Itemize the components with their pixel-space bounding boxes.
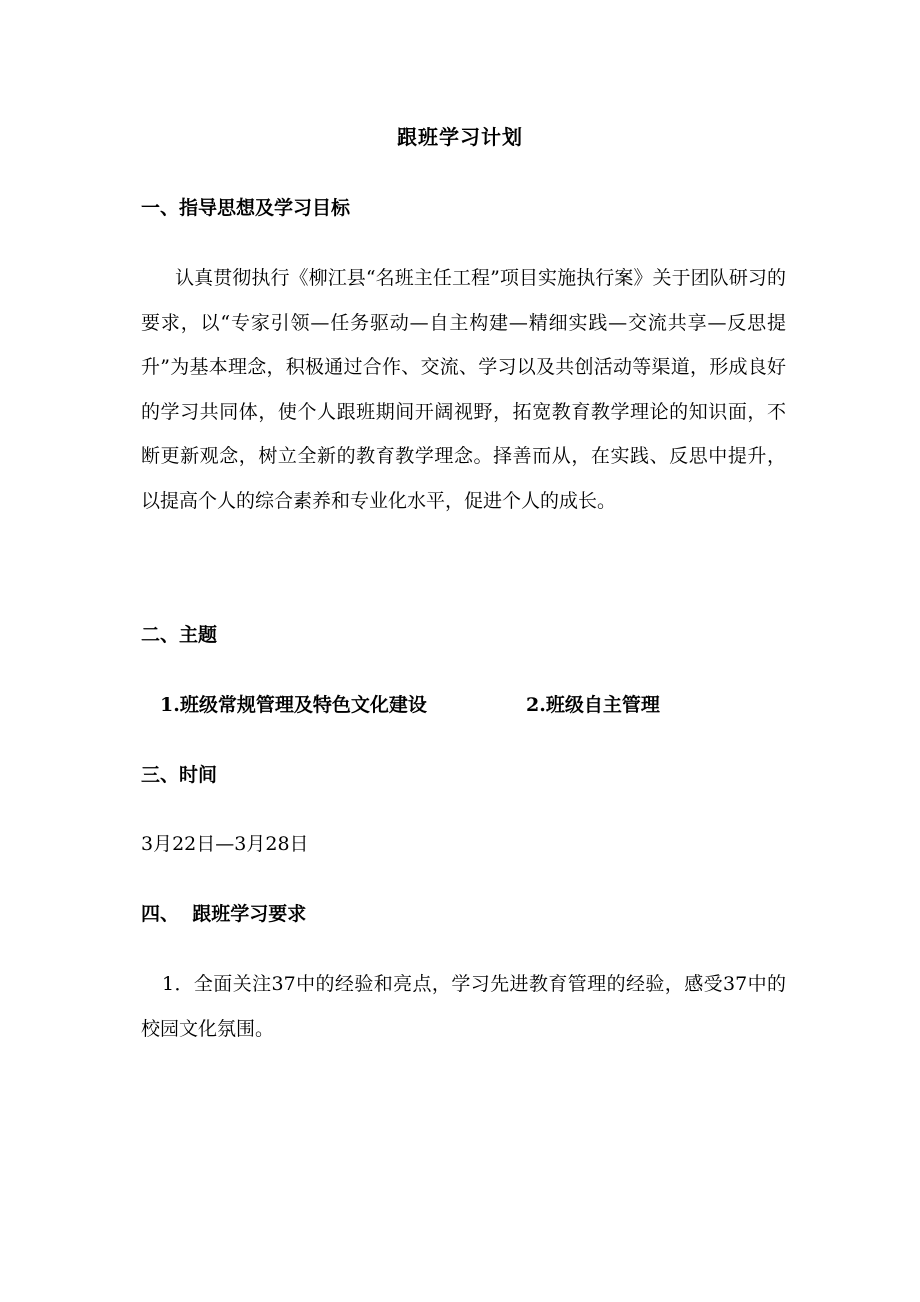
section-4-paragraph bbox=[141, 962, 786, 1051]
theme-list bbox=[160, 689, 660, 721]
section-3-heading: 三、时间 bbox=[141, 764, 218, 786]
theme-item-1: 1.班级常规管理及特色文化建设 bbox=[160, 694, 427, 716]
section-4-paragraph-text: 1．全面关注37中的经验和亮点，学习先进教育管理的经验，感受37中的校园文化氛围。 bbox=[141, 973, 786, 1040]
section-4-heading: 四、 跟班学习要求 bbox=[141, 903, 307, 925]
section-1-paragraph-text: 认真贯彻执行《柳江县“名班主任工程”项目实施执行案》关于团队研习的要求，以“专家引领—任务驱动—自主构建—精细实践—交流共享—反思提升”为基本理念，积极通过合作、交流、学习以及共创活动等渠道，形成良好的学习共同体，使个人跟班期间开阔视野，拓宽教育教学理论的知识面，不断更新观念，树立全新的教育教学理念。择善而从，在实践、反思中提升，以提高个人的综合素养和专业化水平，促进个人的成长。 bbox=[141, 267, 786, 512]
schedule-dates: 3月22日—3月28日 bbox=[141, 833, 309, 855]
section-1-heading: 一、指导思想及学习目标 bbox=[141, 197, 351, 219]
theme-item-2: 2.班级自主管理 bbox=[526, 694, 660, 716]
section-1-paragraph bbox=[141, 256, 786, 523]
section-2-heading: 二、主题 bbox=[141, 624, 218, 646]
document-title: 跟班学习计划 bbox=[397, 125, 523, 149]
